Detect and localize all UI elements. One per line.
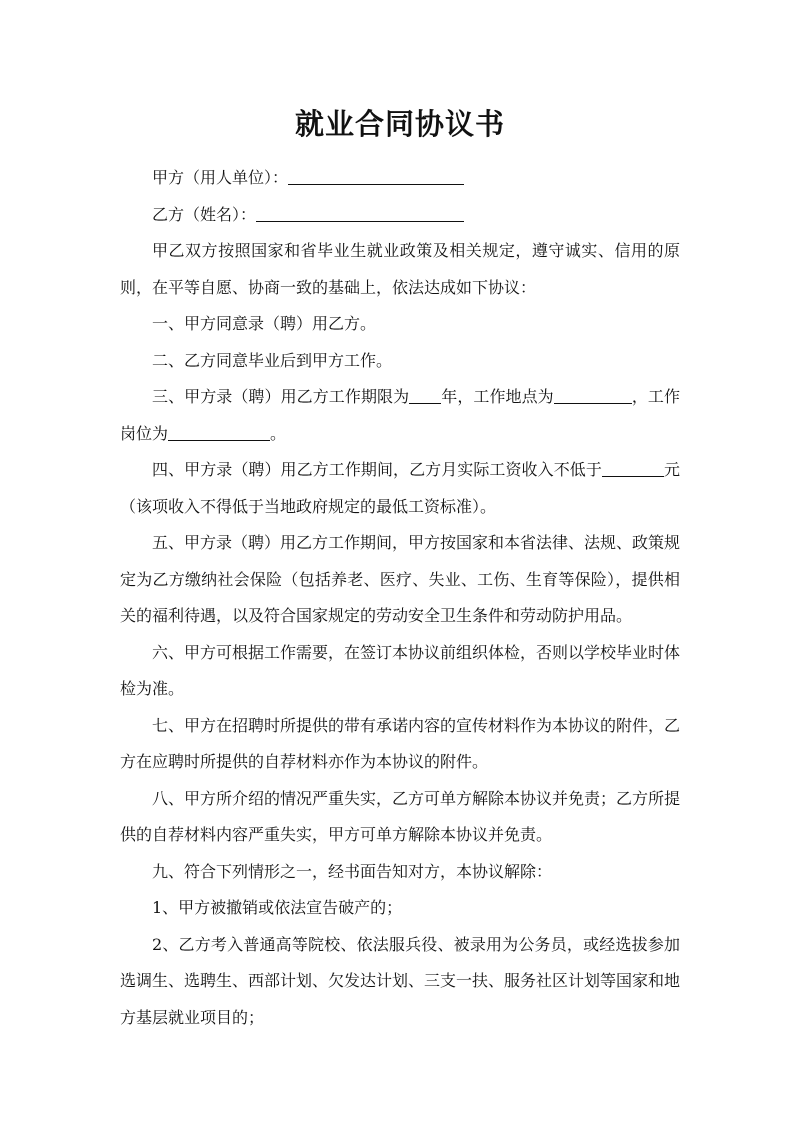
clause-3: [120, 379, 680, 452]
clause-8: 八、甲方所介绍的情况严重失实，乙方可单方解除本协议并免责；乙方所提供的自荐材料内容严重失实，甲方可单方解除本协议并免责。: [120, 788, 681, 844]
party-a-blank: [288, 166, 464, 185]
clause-3-text-2: 年，工作地点为: [441, 387, 554, 406]
intro-paragraph: 甲乙双方按照国家和省毕业生就业政策及相关规定，遵守诚实、信用的原则，在平等自愿、协商一致的基础上，依法达成如下协议：: [120, 241, 680, 297]
term-years-blank: [409, 385, 441, 404]
job-position-blank: [168, 422, 270, 441]
party-a-label: 甲方（用人单位）：: [152, 168, 289, 187]
document-title: 就业合同协议书: [294, 107, 505, 141]
clause-4-text-2: 元（该项收入不得低于当地政府规定的最低工资标准）。: [120, 460, 680, 516]
work-location-blank: [554, 385, 632, 404]
party-b-label: 乙方（姓名）：: [152, 204, 257, 224]
party-a-line: [120, 160, 680, 197]
monthly-wage-blank: [602, 458, 664, 477]
clause-4: [120, 452, 680, 525]
clause-3-text-3: ，工作岗位为: [120, 387, 680, 443]
clause-9-item-2: 2、乙方考入普通高等院校、依法服兵役、被录用为公务员，或经选拔参加选调生、选聘生、西部计划、欠发达计划、三支一扶、服务社区计划等国家和地方基层就业项目的；: [120, 934, 681, 1027]
clause-7: 七、甲方在招聘时所提供的带有承诺内容的宣传材料作为本协议的附件，乙方在应聘时所提供的自荐材料亦作为本协议的附件。: [120, 715, 681, 771]
document-body: [120, 160, 680, 1036]
clause-2: 二、乙方同意毕业后到甲方工作。: [152, 350, 393, 370]
clause-4-text-1: 四、甲方录（聘）用乙方工作期间，乙方月实际工资收入不低于: [152, 460, 602, 479]
party-b-line: [120, 197, 680, 234]
party-b-blank: [256, 203, 464, 222]
clause-3-text-1: 三、甲方录（聘）用乙方工作期限为: [152, 387, 410, 406]
clause-9: 九、符合下列情形之一，经书面告知对方，本协议解除：: [152, 861, 553, 881]
clause-1: 一、甲方同意录（聘）用乙方。: [152, 314, 377, 333]
clause-5: 五、甲方录（聘）用乙方工作期间，甲方按国家和本省法律、法规、政策规定为乙方缴纳社会保险（包括养老、医疗、失业、工伤、生育等保险），提供相关的福利待遇，以及符合国家规定的劳动安全卫生条件和劳动防护用品。: [120, 533, 681, 625]
clause-3-text-4: 。: [270, 423, 287, 443]
clause-9-item-1: 1、甲方被撤销或依法宣告破产的；: [152, 898, 403, 917]
clause-6: 六、甲方可根据工作需要，在签订本协议前组织体检，否则以学校毕业时体检为准。: [120, 642, 681, 698]
